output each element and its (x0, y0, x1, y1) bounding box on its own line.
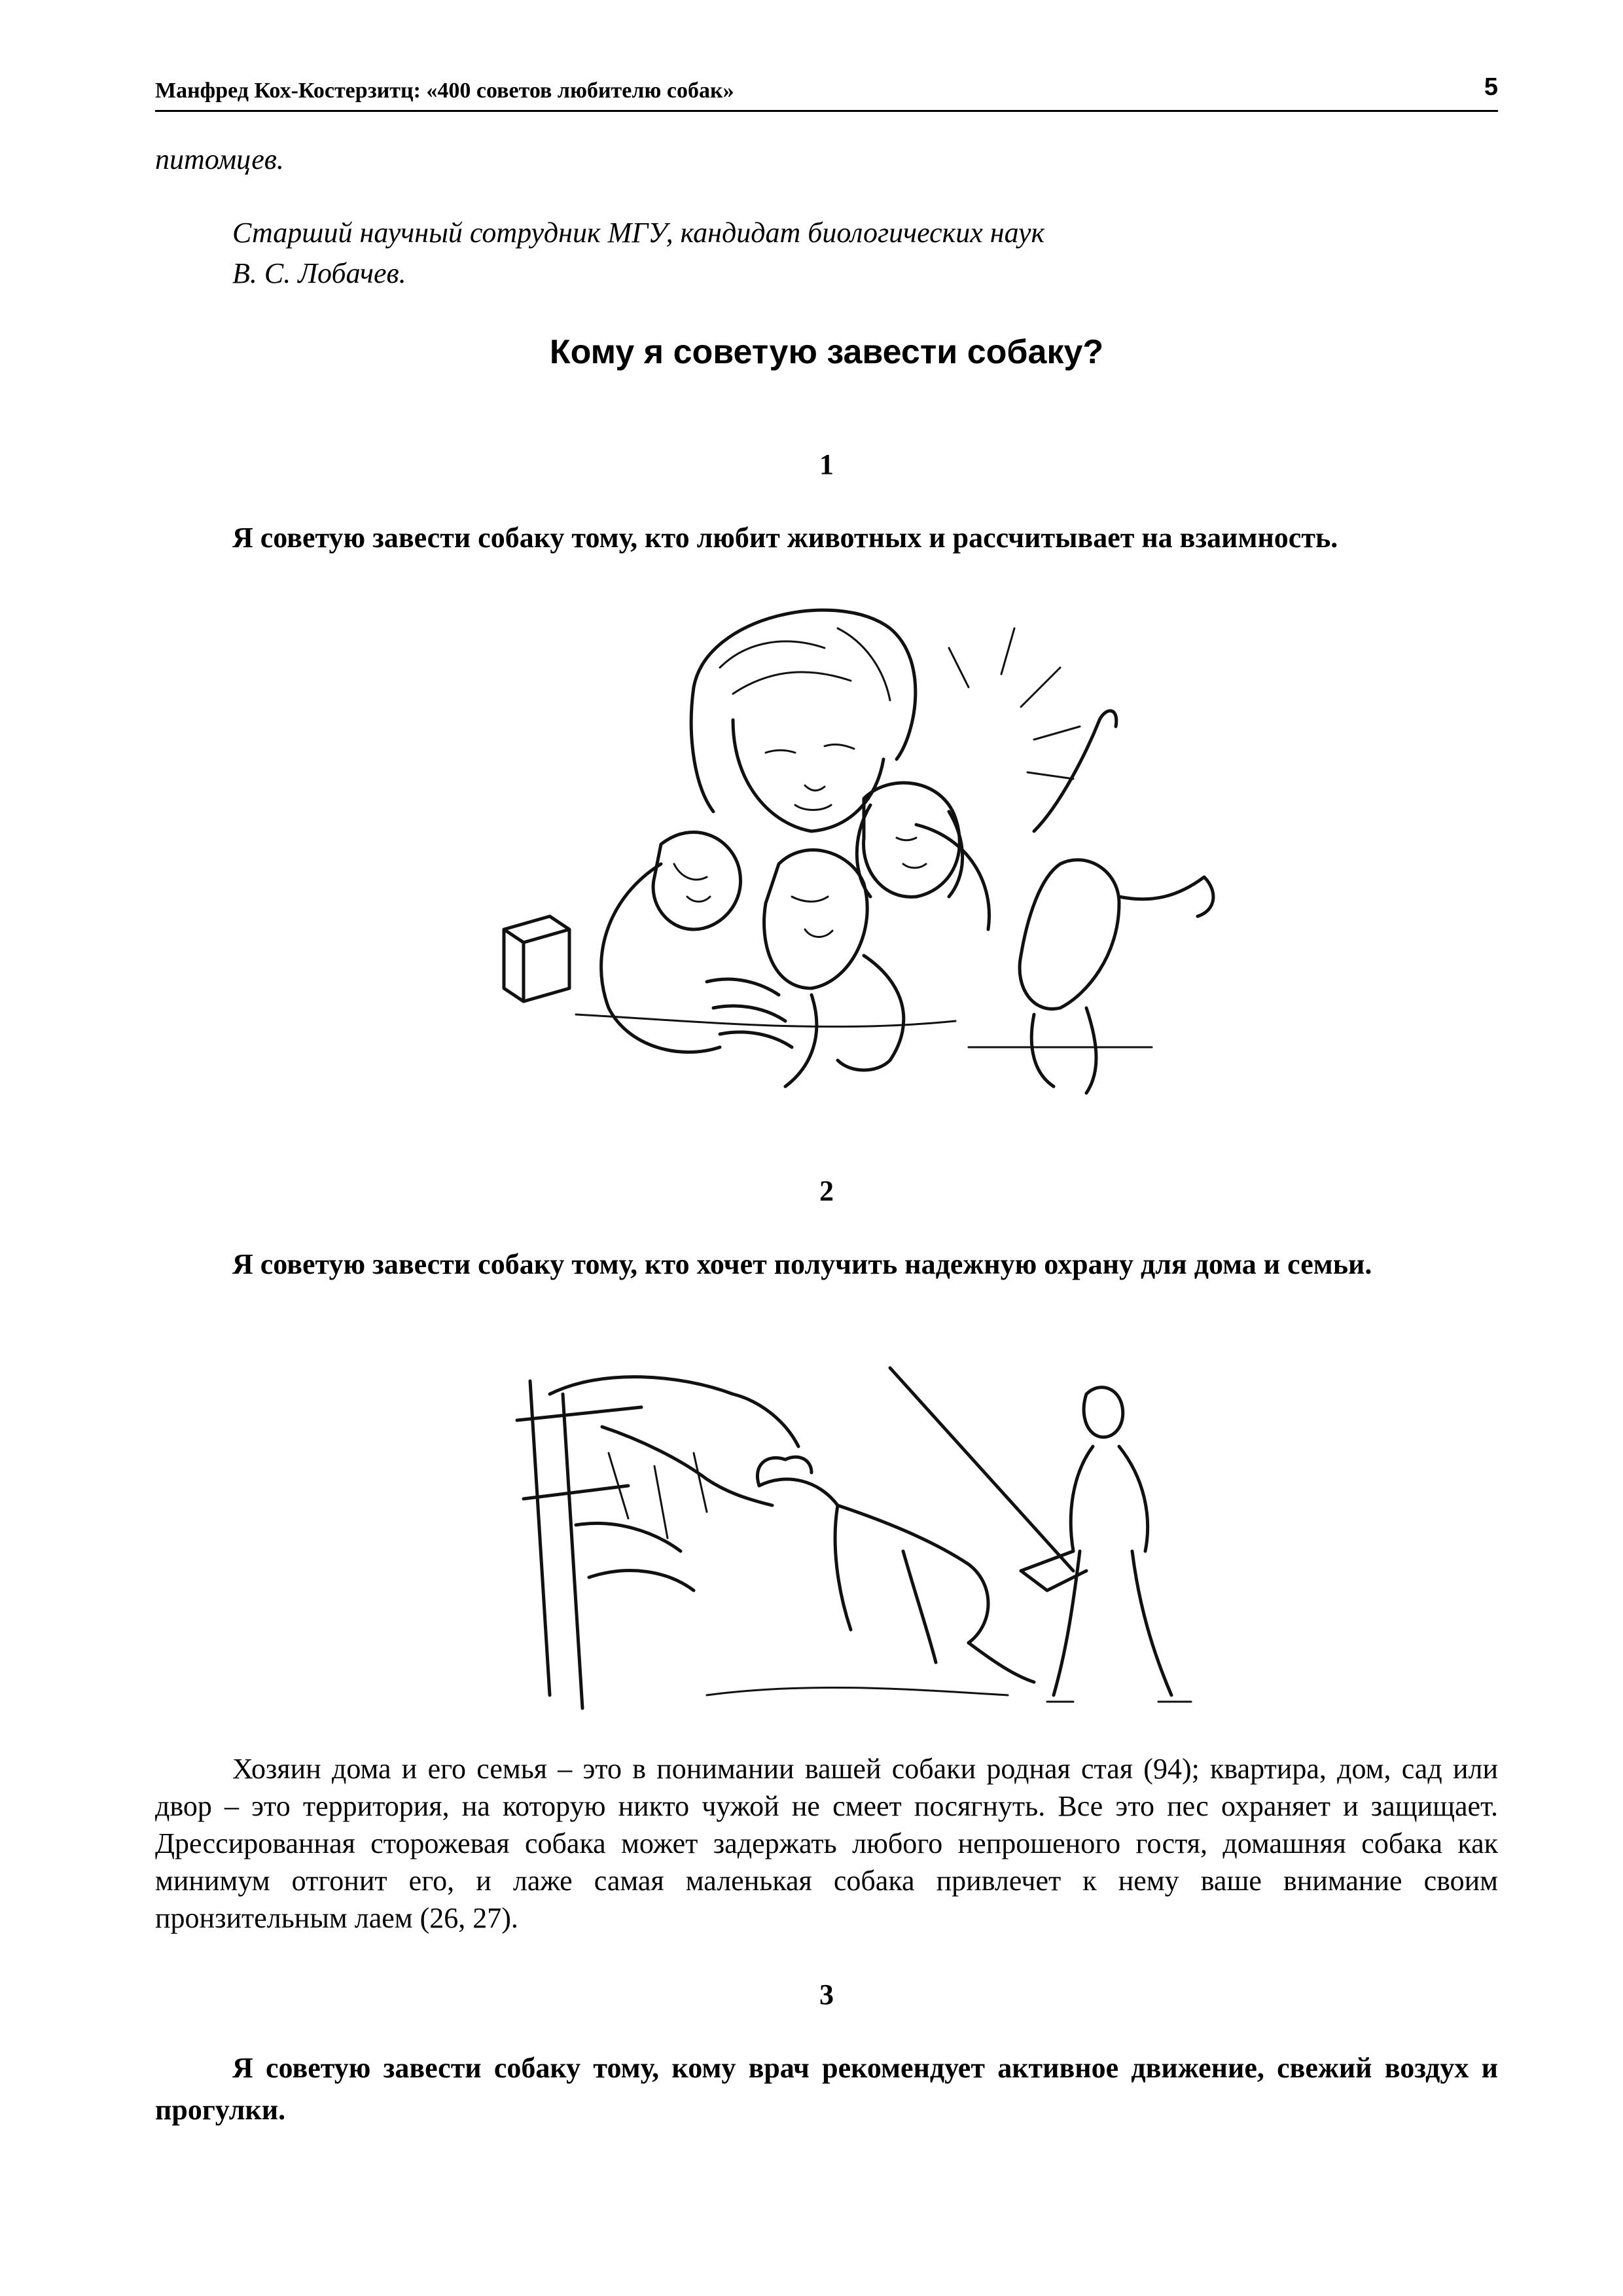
tip-text-2: Я советую завести собаку тому, кто хочет получить надежную охрану для дома и семьи. (232, 1248, 1372, 1280)
tip-text-3: Я советую завести собаку тому, кому врач рекомендует активное движение, свежий воздух и прогулки. (155, 2052, 1498, 2126)
guard-dog-illustration (510, 1355, 1217, 1734)
tip-number-1: 1 (819, 448, 834, 480)
tip-number-2: 2 (819, 1175, 834, 1207)
signature-line-1: Старший научный сотрудник МГУ, кандидат биологических наук (232, 217, 1045, 249)
header-title: Манфред Кох-Костерзитц: «400 советов любителю собак» (155, 79, 734, 103)
section-title: Кому я советую завести собаку? (549, 333, 1104, 371)
tip-text-1: Я советую завести собаку тому, кто любит животных и рассчитывает на взаимность. (232, 522, 1338, 554)
signature-line-2: В. С. Лобачев. (232, 257, 406, 289)
body-paragraph: Хозяин дома и его семья – это в понимании вашей собаки родная стая (94); квартира, дом, сад или двор – это территория, на которую никто чужой не смеет посягнуть. Все это пес охраняет и защищает. Дрессированная сторожевая собака может задержать любого непрошеного гостя, домашняя собака как минимум отгонит его, и лаже самая маленькая собака привлечет к нему ваше внимание своим пронзительным лаем (26, 27). (155, 1753, 1498, 1934)
woman-with-pets-illustration (497, 589, 1230, 1158)
page-number: 5 (1484, 73, 1498, 101)
running-header (155, 73, 1498, 112)
tip-number-3: 3 (819, 1979, 834, 2011)
continuation-text: питомцев. (155, 143, 284, 175)
